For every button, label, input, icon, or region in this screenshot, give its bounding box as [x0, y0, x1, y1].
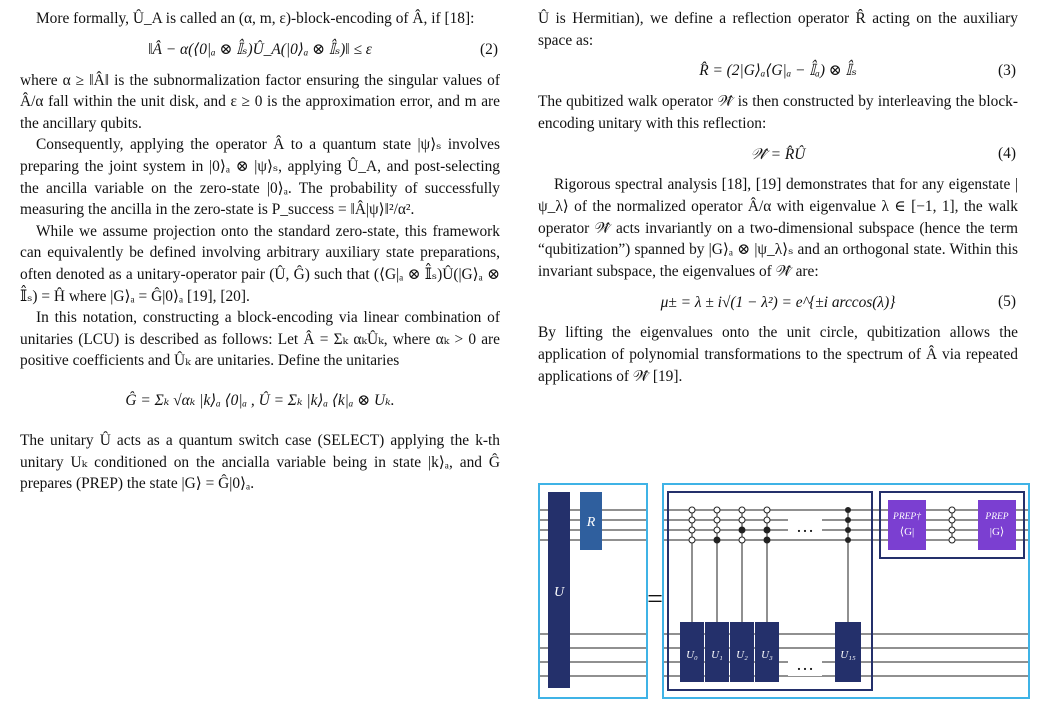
paragraph: Û is Hermitian), we define a reflection operator R̂ acting on the auxiliary space as: [538, 10, 1018, 49]
paragraph: By lifting the eigenvalues onto the unit circle, qubitization allows the application of polynomial transformations to the spectrum of Â via repeated applications of 𝒲̂ [19]. [538, 324, 1018, 385]
ellipsis-top: … [796, 516, 814, 536]
circuit-diagram [538, 482, 1030, 700]
gate-prep-dagger [888, 500, 926, 550]
equation-body: 𝒲̂ = R̂Û [750, 145, 806, 163]
equation-number: (4) [998, 145, 1016, 163]
equation-body: ‖Â − α(⟨0|ₐ ⊗ 𝕀̂ₛ)Û_A(|0⟩ₐ ⊗ 𝕀̂ₛ)‖ ≤ ε [148, 40, 372, 58]
paragraph: The unitary Û acts as a quantum switch case (SELECT) applying the k-th unitary Uₖ conditioned on the ancialla variable being in state |k⟩ₐ, and Ĝ prepares (PREP) the state |G⟩ = Ĝ|0⟩ₐ. [20, 431, 500, 493]
ellipsis-bottom: … [796, 654, 814, 674]
control-columns [689, 507, 851, 622]
paragraph: where α ≥ ‖Â‖ is the subnormalization factor ensuring the singular values of Â/α fall within the unit disk, and ε ≥ 0 is the approximation error, and m are the ancillary qubits. [20, 71, 500, 132]
equation-number: (2) [480, 40, 498, 58]
gate-prep [978, 500, 1016, 550]
gate-prep-dagger-title: PREP† [893, 512, 921, 522]
equation-body: μ± = λ ± i√(1 − λ²) = e^{±i arccos(λ)} [660, 293, 896, 311]
paragraph: Rigorous spectral analysis [18], [19] demonstrates that for any eigenstate |ψ_λ⟩ of the normalized operator Â/α with eigenvalue λ ∈ [−1, 1], the walk operator 𝒲̂ acts invariantly on a two-dimensional subspace (hence the term “qubitization”) spanned by |G⟩ₐ ⊗ |ψ_λ⟩ₛ and an orthogonal state. Within this invariant subspace, the eigenvalues of 𝒲̂ are: [538, 176, 1018, 280]
equation-number: (5) [998, 293, 1016, 311]
gate-u1-label: U₁ [711, 649, 723, 661]
paragraph: Consequently, applying the operator Â to a quantum state |ψ⟩ₛ involves preparing the joint system in |0⟩ₐ ⊗ |ψ⟩ₛ, applying Û_A, and post-selecting the ancilla variable on the zero-state |0⟩ₐ. The probability of successfully measuring the ancilla in the zero-state is P_success = ‖Â|ψ⟩‖²/α². [20, 136, 500, 219]
gate-u15-label: U₁₅ [840, 649, 856, 661]
right-column [538, 0, 1018, 387]
gate-u0-label: U₀ [686, 649, 698, 661]
equation-number: (3) [998, 62, 1016, 80]
equation-body: R̂ = (2|G⟩ₐ⟨G|ₐ − 𝕀̂ₐ) ⊗ 𝕀̂ₛ [699, 62, 857, 80]
paragraph: In this notation, constructing a block-encoding via linear combination of unitaries (LCU) is described as follows: Let Â = Σₖ αₖÛₖ, where αₖ > 0 are positive coefficients and Ûₖ are unitaries. Define the unitaries [20, 309, 500, 370]
equation-4 [538, 134, 1018, 174]
equation-lcu [20, 372, 500, 430]
gate-r-label: R [586, 515, 596, 530]
left-column [20, 0, 500, 495]
gate-u3-label: U₃ [761, 649, 773, 661]
equation-2 [20, 30, 500, 70]
gate-prep-title: PREP [985, 512, 1009, 522]
equation-body: Ĝ = Σₖ √αₖ |k⟩ₐ ⟨0|ₐ , Û = Σₖ |k⟩ₐ ⟨k|ₐ ⊗ Uₖ. [125, 392, 395, 410]
equals-sign: = [647, 584, 663, 615]
circuit-figure [538, 482, 1030, 700]
paragraph: More formally, Û_A is called an (α, m, ε)-block-encoding of Â, if [18]: [36, 10, 475, 27]
gate-u-label: U [553, 585, 565, 600]
equation-5 [538, 282, 1018, 322]
paragraph: While we assume projection onto the standard zero-state, this framework can equivalently be defined involving arbitrary auxiliary state preparations, often denoted as a unitary-operator pair (Û, Ĝ) such that (⟨G|ₐ ⊗ 𝕀̂ₛ)Û(|G⟩ₐ ⊗ 𝕀̂ₛ) = Ĥ where |G⟩ₐ = Ĝ|0⟩ₐ [19], [20]. [20, 222, 500, 305]
gate-prep-sub: |G⟩ [989, 526, 1005, 538]
qubit-wires [540, 510, 1028, 676]
select-gates [680, 622, 861, 682]
paragraph: The qubitized walk operator 𝒲̂ is then constructed by interleaving the block-encoding unitary with this reflection: [538, 93, 1018, 132]
equation-3 [538, 51, 1018, 91]
gate-prep-dagger-sub: ⟨G| [899, 526, 915, 538]
gate-u2-label: U₂ [736, 649, 748, 661]
